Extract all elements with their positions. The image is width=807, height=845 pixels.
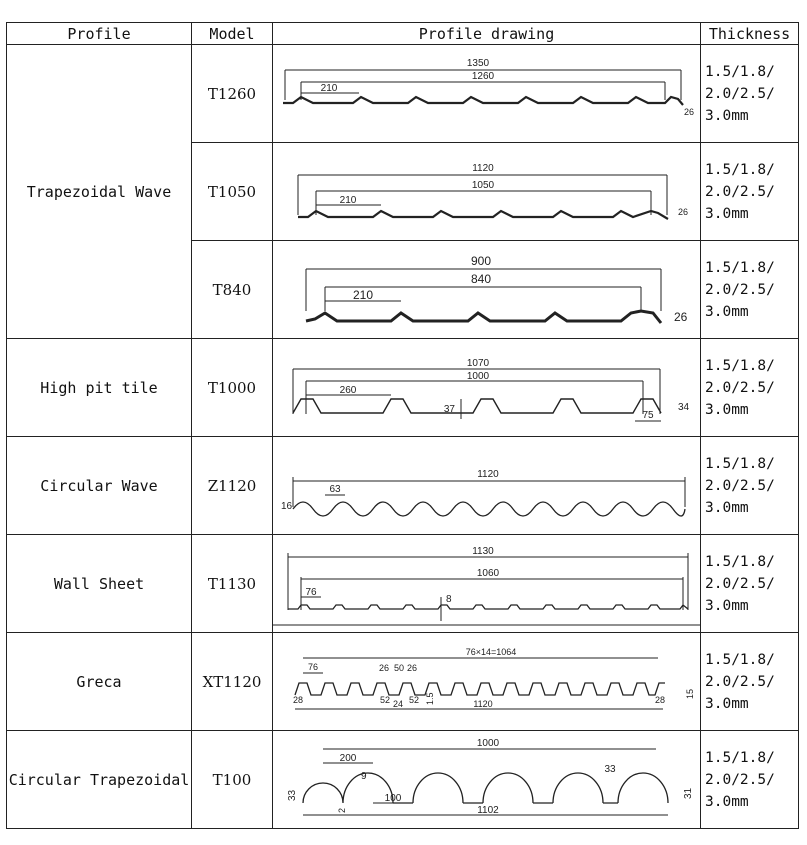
dim-cover-width: 1050 [471, 180, 495, 191]
dim-pitch: 210 [320, 83, 338, 94]
dim-pitch: 76 [307, 662, 319, 672]
dim-cover-width: 840 [470, 272, 492, 286]
dim-right-overlap: 28 [655, 695, 666, 705]
table-row [7, 45, 799, 143]
profile-circular-wave: Circular Wave [7, 437, 192, 535]
table-row [7, 339, 799, 437]
model-cell: T840 [192, 241, 273, 339]
profile-drawing-t840 [273, 241, 700, 338]
header-profile: Profile [7, 23, 192, 45]
thickness-line: 2.0/2.5/ [705, 771, 775, 788]
table-row [7, 731, 799, 829]
dim-pitch: 210 [339, 195, 357, 206]
thickness-line: 3.0mm [705, 107, 749, 124]
dim-bottom-right: 52 [408, 695, 420, 705]
dim-total-width: 1102 [477, 805, 499, 816]
thickness-line: 3.0mm [705, 205, 749, 222]
thickness-line: 1.5/1.8/ [705, 357, 775, 374]
thickness-line: 1.5/1.8/ [705, 553, 775, 570]
header-thickness: Thickness [701, 23, 799, 45]
dim-total-width: 1120 [477, 469, 499, 480]
profile-drawing-z1120 [273, 437, 700, 534]
drawing-cell [273, 339, 701, 437]
profile-greca: Greca [7, 633, 192, 731]
drawing-cell [273, 633, 701, 731]
header-drawing: Profile drawing [273, 23, 701, 45]
thickness-cell [701, 339, 799, 437]
dim-left-overlap: 28 [293, 695, 304, 705]
dim-total-width: 900 [470, 254, 492, 268]
dim-pitch: 210 [352, 288, 374, 302]
dim-flat: 100 [384, 793, 402, 804]
thickness-line: 3.0mm [705, 597, 749, 614]
dim-cover-width: 1000 [476, 738, 500, 749]
drawing-cell [273, 437, 701, 535]
model-cell: T100 [192, 731, 273, 829]
model-cell: T1000 [192, 339, 273, 437]
header-model: Model [192, 23, 273, 45]
dim-depth: 2 [337, 807, 347, 813]
thickness-cell [701, 45, 799, 143]
profile-drawing-t1050 [273, 143, 700, 240]
dim-height: 15 [685, 688, 695, 699]
thickness-line: 3.0mm [705, 793, 749, 810]
dim-top-left: 26 [378, 663, 390, 673]
dim-cover-width: 1060 [476, 568, 500, 579]
thickness-cell [701, 241, 799, 339]
dim-total-width: 1350 [466, 58, 490, 69]
model-cell: T1050 [192, 143, 273, 241]
dim-arch: 33 [604, 764, 616, 775]
dim-thickness: 1.5 [425, 692, 435, 705]
thickness-line: 2.0/2.5/ [705, 85, 775, 102]
dim-pitch: 260 [339, 385, 357, 396]
drawing-cell [273, 535, 701, 633]
dim-rib: 75 [642, 410, 654, 421]
thickness-line: 1.5/1.8/ [705, 749, 775, 766]
thickness-line: 1.5/1.8/ [705, 259, 775, 276]
dim-height: 26 [674, 310, 688, 324]
model-cell: T1130 [192, 535, 273, 633]
thickness-line: 2.0/2.5/ [705, 477, 775, 494]
dim-depth: 8 [446, 594, 452, 605]
thickness-line: 3.0mm [705, 695, 749, 712]
profile-spec-table [6, 22, 799, 829]
profile-drawing-t100 [273, 731, 700, 828]
profile-trapezoidal-wave: Trapezoidal Wave [7, 45, 192, 339]
dim-right-height: 31 [683, 787, 694, 799]
thickness-cell [701, 633, 799, 731]
thickness-line: 2.0/2.5/ [705, 183, 775, 200]
drawing-cell [273, 45, 701, 143]
thickness-line: 3.0mm [705, 401, 749, 418]
dim-cover-width: 1000 [466, 371, 490, 382]
thickness-line: 3.0mm [705, 499, 749, 516]
thickness-line: 1.5/1.8/ [705, 161, 775, 178]
table-row [7, 437, 799, 535]
dim-edge: 24 [392, 699, 404, 709]
dim-left-height: 33 [287, 789, 298, 801]
dim-cover-width: 1260 [471, 71, 495, 82]
thickness-cell [701, 731, 799, 829]
model-cell: XT1120 [192, 633, 273, 731]
dim-total-width: 1120 [472, 163, 494, 174]
thickness-line: 1.5/1.8/ [705, 63, 775, 80]
table-row [7, 633, 799, 731]
dim-bottom-left: 52 [379, 695, 391, 705]
dim-top-right: 26 [406, 663, 418, 673]
dim-total-width: 1130 [472, 546, 494, 557]
thickness-cell [701, 437, 799, 535]
header-row [7, 23, 799, 45]
profile-drawing-xt1120 [273, 633, 700, 730]
thickness-line: 1.5/1.8/ [705, 455, 775, 472]
thickness-line: 2.0/2.5/ [705, 575, 775, 592]
thickness-line: 2.0/2.5/ [705, 281, 775, 298]
profile-drawing-t1000 [273, 339, 700, 436]
thickness-line: 2.0/2.5/ [705, 673, 775, 690]
dim-depth: 37 [443, 404, 455, 415]
drawing-cell [273, 241, 701, 339]
drawing-cell [273, 143, 701, 241]
dim-height: 16 [281, 501, 293, 512]
dim-height: 34 [678, 402, 690, 413]
thickness-line: 3.0mm [705, 303, 749, 320]
drawing-cell [273, 731, 701, 829]
profile-drawing-t1130 [273, 535, 700, 632]
dim-pitch: 63 [329, 484, 341, 495]
profile-drawing-t1260 [273, 45, 700, 142]
profile-wall-sheet: Wall Sheet [7, 535, 192, 633]
model-cell: T1260 [192, 45, 273, 143]
profile-high-pit-tile: High pit tile [7, 339, 192, 437]
dim-pitch: 76 [305, 587, 317, 598]
model-cell: Z1120 [192, 437, 273, 535]
table-row [7, 535, 799, 633]
thickness-cell [701, 143, 799, 241]
dim-top-mid: 50 [393, 663, 405, 673]
dim-height: 26 [684, 107, 695, 117]
dim-pitch: 200 [339, 753, 357, 764]
thickness-cell [701, 535, 799, 633]
thickness-line: 1.5/1.8/ [705, 651, 775, 668]
dim-gap: 9 [361, 771, 367, 782]
profile-circular-trapezoidal: Circular Trapezoidal [7, 731, 192, 829]
thickness-line: 2.0/2.5/ [705, 379, 775, 396]
dim-height: 26 [678, 207, 689, 217]
dim-ribs: 76×14=1064 [465, 647, 517, 657]
dim-cover-width: 1120 [473, 699, 493, 709]
dim-total-width: 1070 [466, 358, 490, 369]
